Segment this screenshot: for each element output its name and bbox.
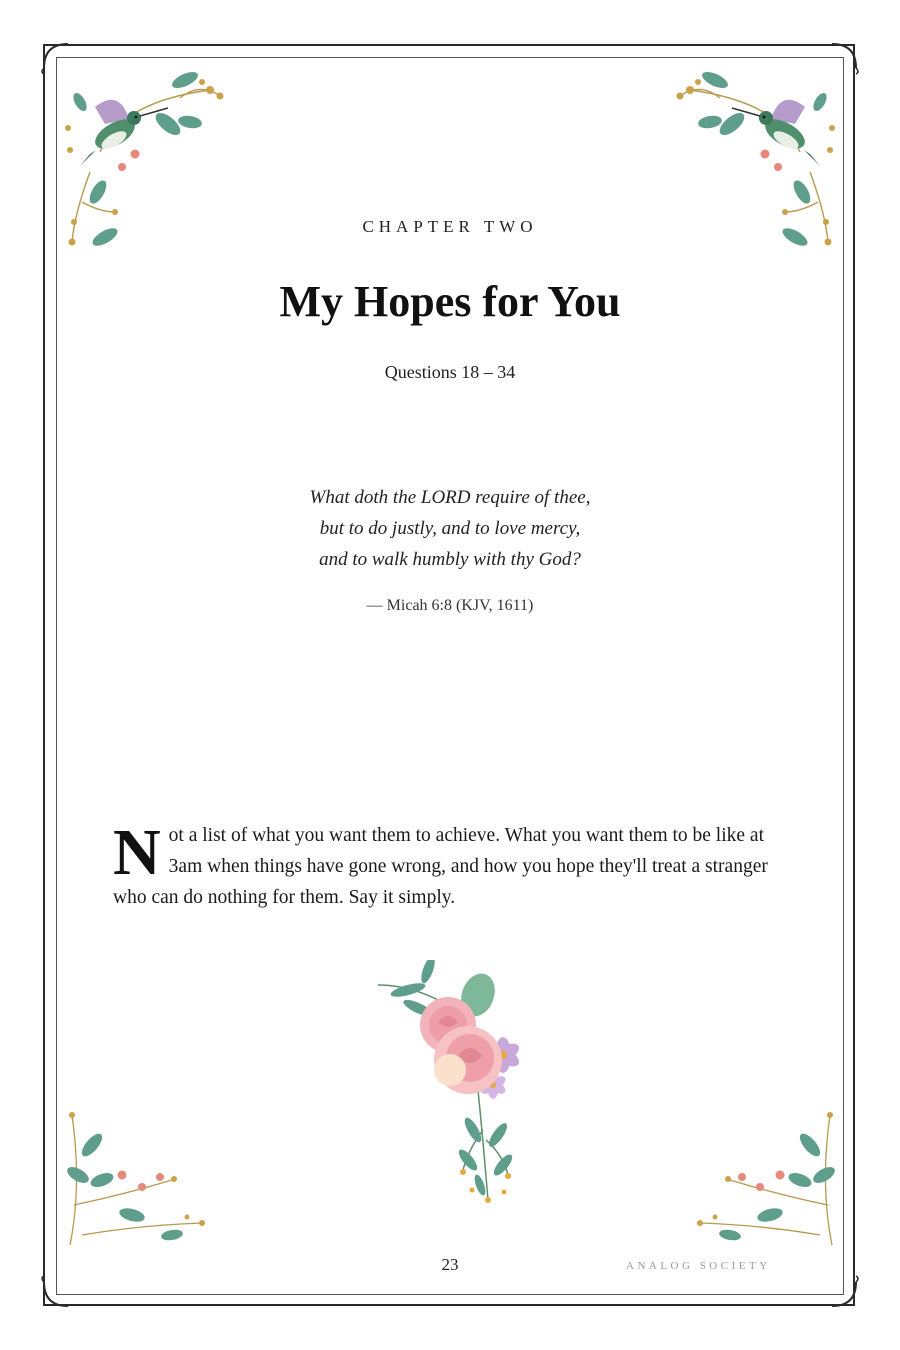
chapter-label: CHAPTER TWO: [362, 217, 538, 236]
corner-curl-bottom-right: [822, 1272, 862, 1312]
floral-sprig-bottom-left: [62, 1105, 212, 1250]
corner-curl-bottom-left: [38, 1272, 78, 1312]
epigraph-attribution: — Micah 6:8 (KJV, 1611): [366, 597, 534, 614]
drop-cap: N: [113, 816, 161, 889]
epigraph-line: but to do justly, and to love mercy,: [319, 518, 581, 539]
rose-bouquet-centerpiece: [368, 960, 538, 1210]
epigraph: [0, 482, 900, 575]
epigraph-line: What doth the LORD require of thee,: [309, 487, 591, 508]
chapter-title: My Hopes for You: [279, 277, 621, 326]
body-paragraph: [113, 816, 793, 913]
questions-range: Questions 18 – 34: [384, 362, 516, 382]
body-text: ot a list of what you want them to achieve. What you want them to be like at 3am when things have gone wrong, and how you hope they'll treat a stranger who can do nothing for them. Say it simply.: [113, 825, 768, 908]
footer-brand: ANALOG SOCIETY: [626, 1260, 771, 1272]
epigraph-line: and to walk humbly with thy God?: [319, 549, 581, 570]
floral-sprig-bottom-right: [690, 1105, 840, 1250]
page-number: 23: [441, 1255, 459, 1274]
